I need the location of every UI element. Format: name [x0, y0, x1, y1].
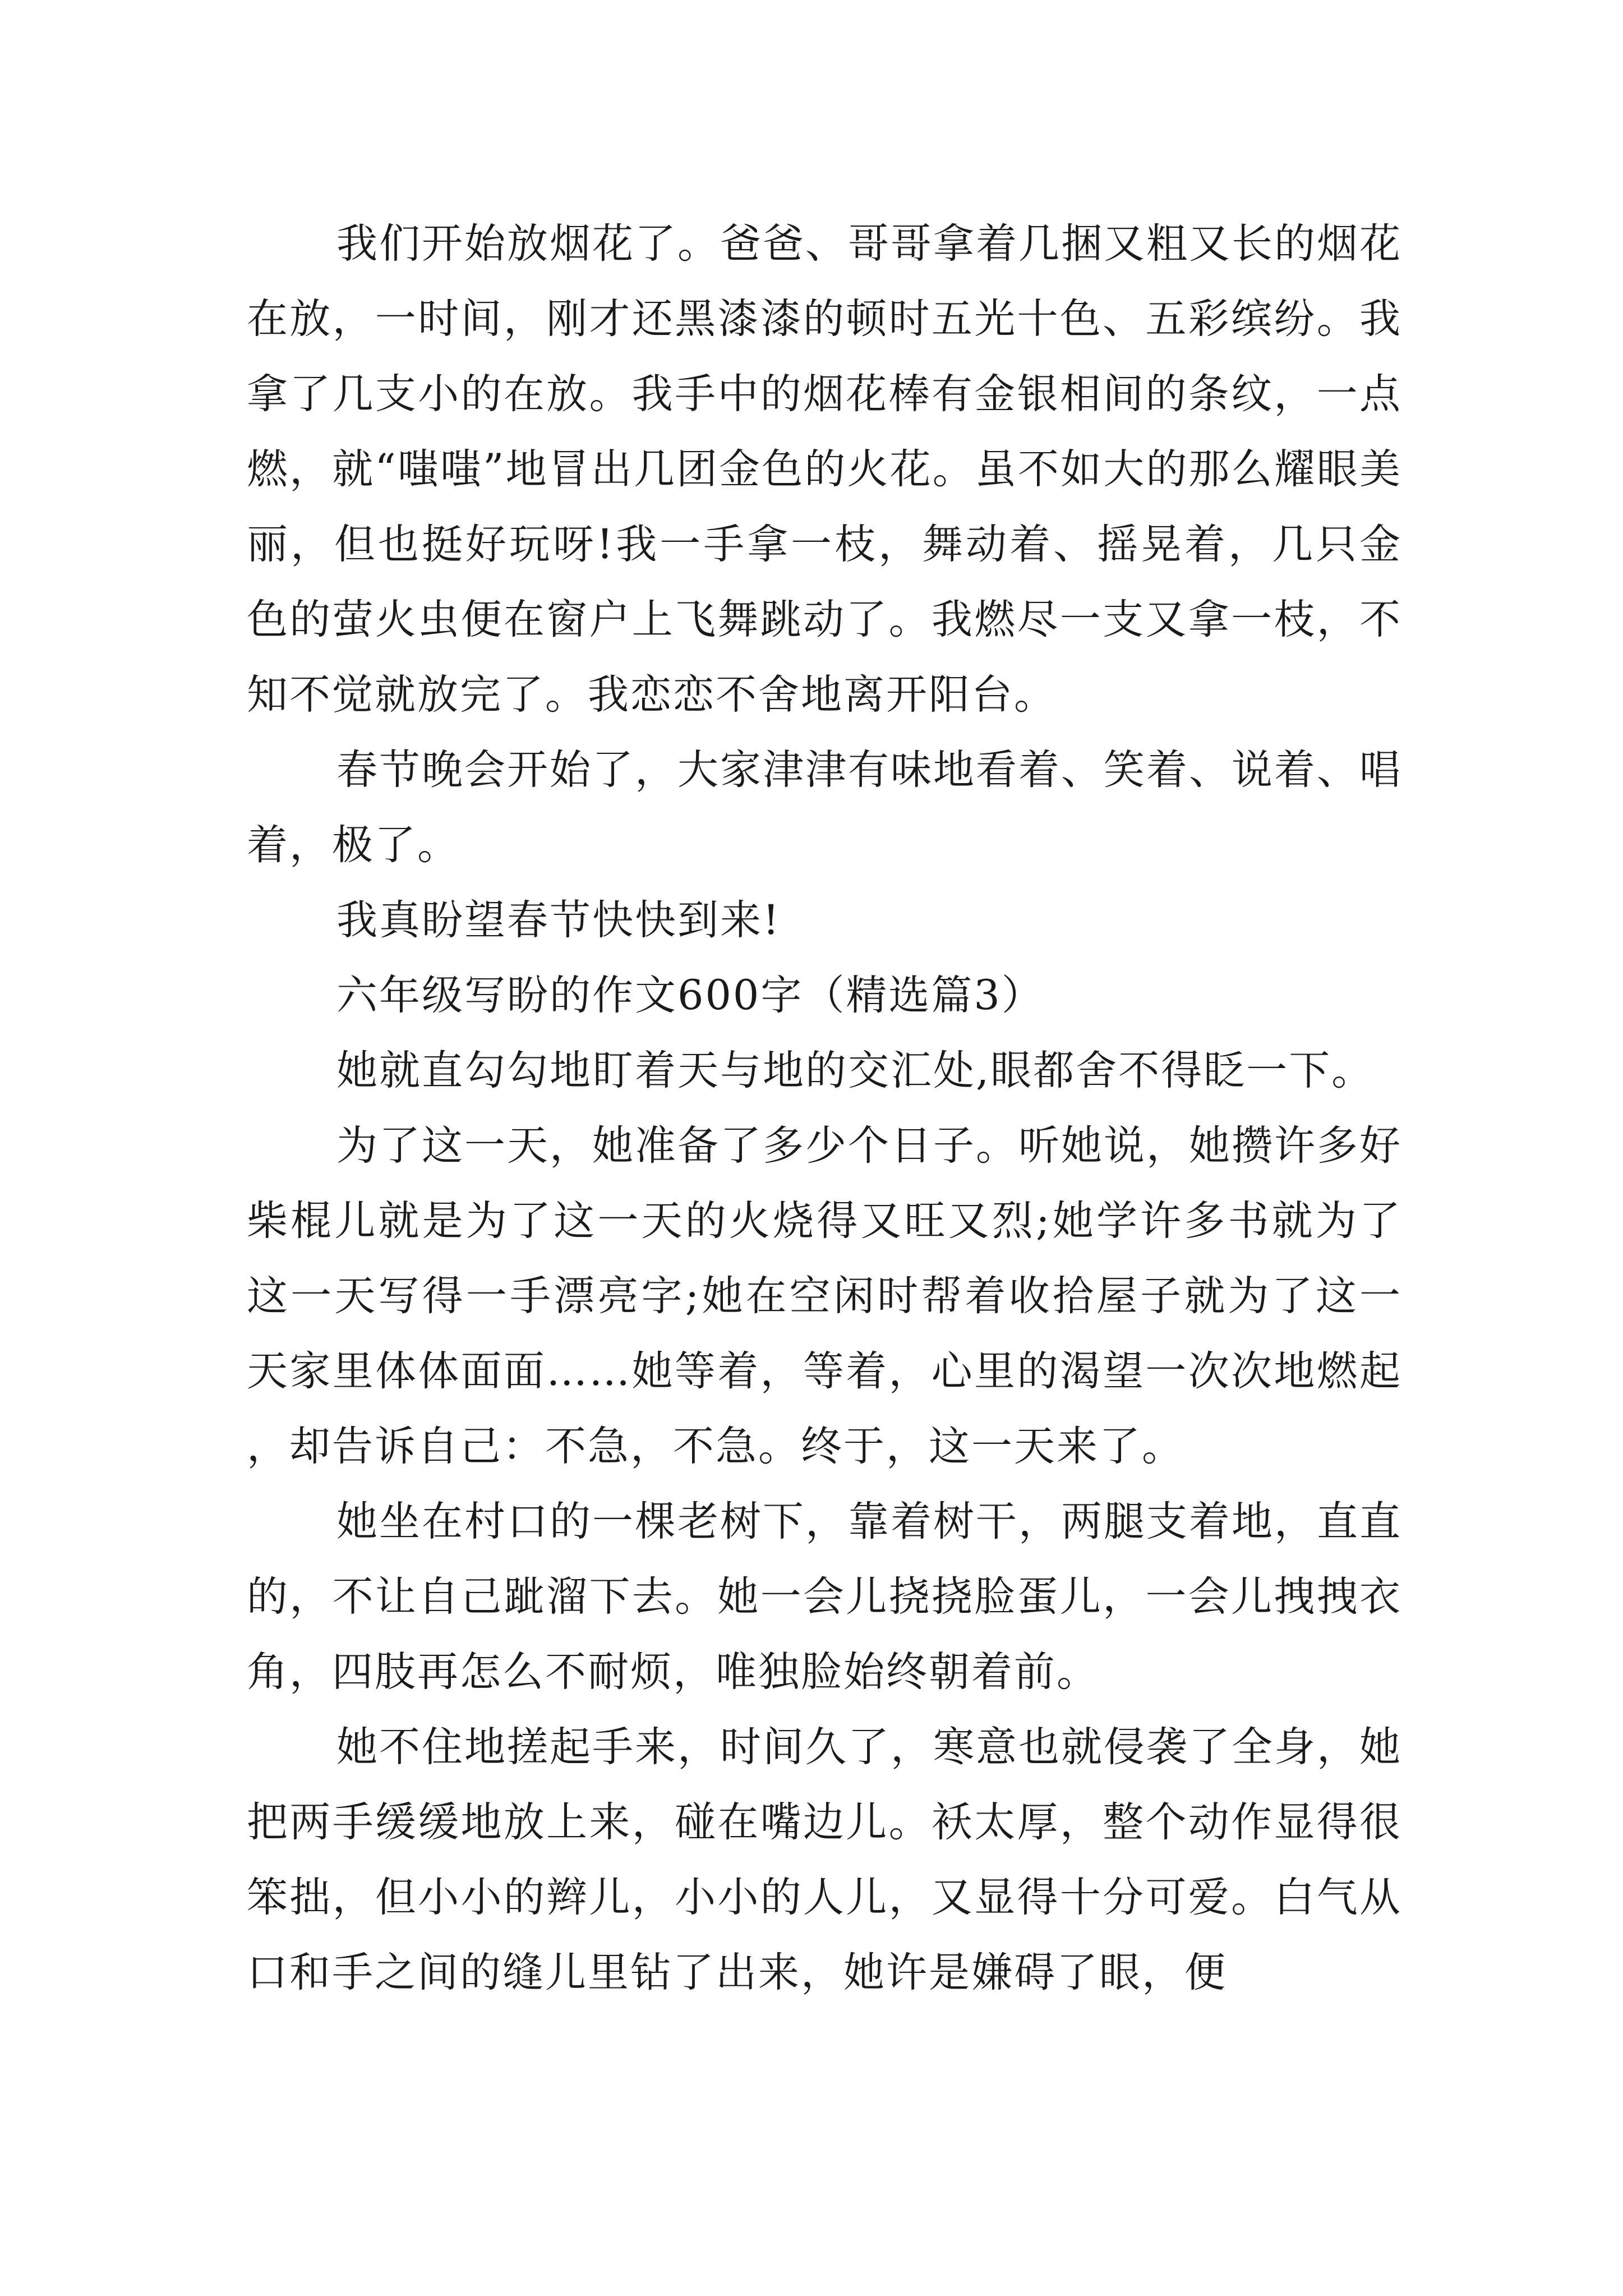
- paragraph-staring: 她就直勾勾地盯着天与地的交汇处,眼都舍不得眨一下。: [336, 1047, 1375, 1094]
- paragraph-preparation: 为了这一天，她准备了多少个日子。听她说，她攒许多好柴棍儿就是为了这一天的火烧得又旺又烈;她学许多书就为了这一天写得一手漂亮字;她在空闲时帮着收拾屋子就为了这一天家里体体面面……她等着，等着，心里的渴望一次次地燃起，却告诉自己：不急，不急。终于，这一天来了。: [247, 1122, 1402, 1470]
- paragraph-waiting: 她坐在村口的一棵老树下，靠着树干，两腿支着地，直直的，不让自己跐溜下去。她一会儿挠挠脸蛋儿，一会儿拽拽衣角，四肢再怎么不耐烦，唯独脸始终朝着前。: [247, 1498, 1402, 1696]
- paragraph-cold: 她不住地搓起手来，时间久了，寒意也就侵袭了全身，她把两手缓缓地放上来，碰在嘴边儿。袄太厚，整个动作显得很笨拙，但小小的辫儿，小小的人儿，又显得十分可爱。白气从口和手之间的缝儿里钻了出来，她许是嫌碍了眼，便: [247, 1723, 1402, 1996]
- paragraph-hope: 我真盼望春节快快到来!: [336, 896, 781, 944]
- section-heading: 六年级写盼的作文600字（精选篇3）: [336, 972, 1044, 1019]
- paragraph-gala: 春节晚会开始了，大家津津有味地看着、笑着、说着、唱着，极了。: [247, 746, 1402, 869]
- paragraph-fireworks: 我们开始放烟花了。爸爸、哥哥拿着几捆又粗又长的烟花在放，一时间，刚才还黑漆漆的顿时五光十色、五彩缤纷。我拿了几支小的在放。我手中的烟花棒有金银相间的条纹，一点燃，就“嗤嗤”地冒出几团金色的火花。虽不如大的那么耀眼美丽，但也挺好玩呀!我一手拿一枝，舞动着、摇晃着，几只金色的萤火虫便在窗户上飞舞跳动了。我燃尽一支又拿一枝，不知不觉就放完了。我恋恋不舍地离开阳台。: [247, 220, 1402, 719]
- document-body: [247, 206, 1402, 2010]
